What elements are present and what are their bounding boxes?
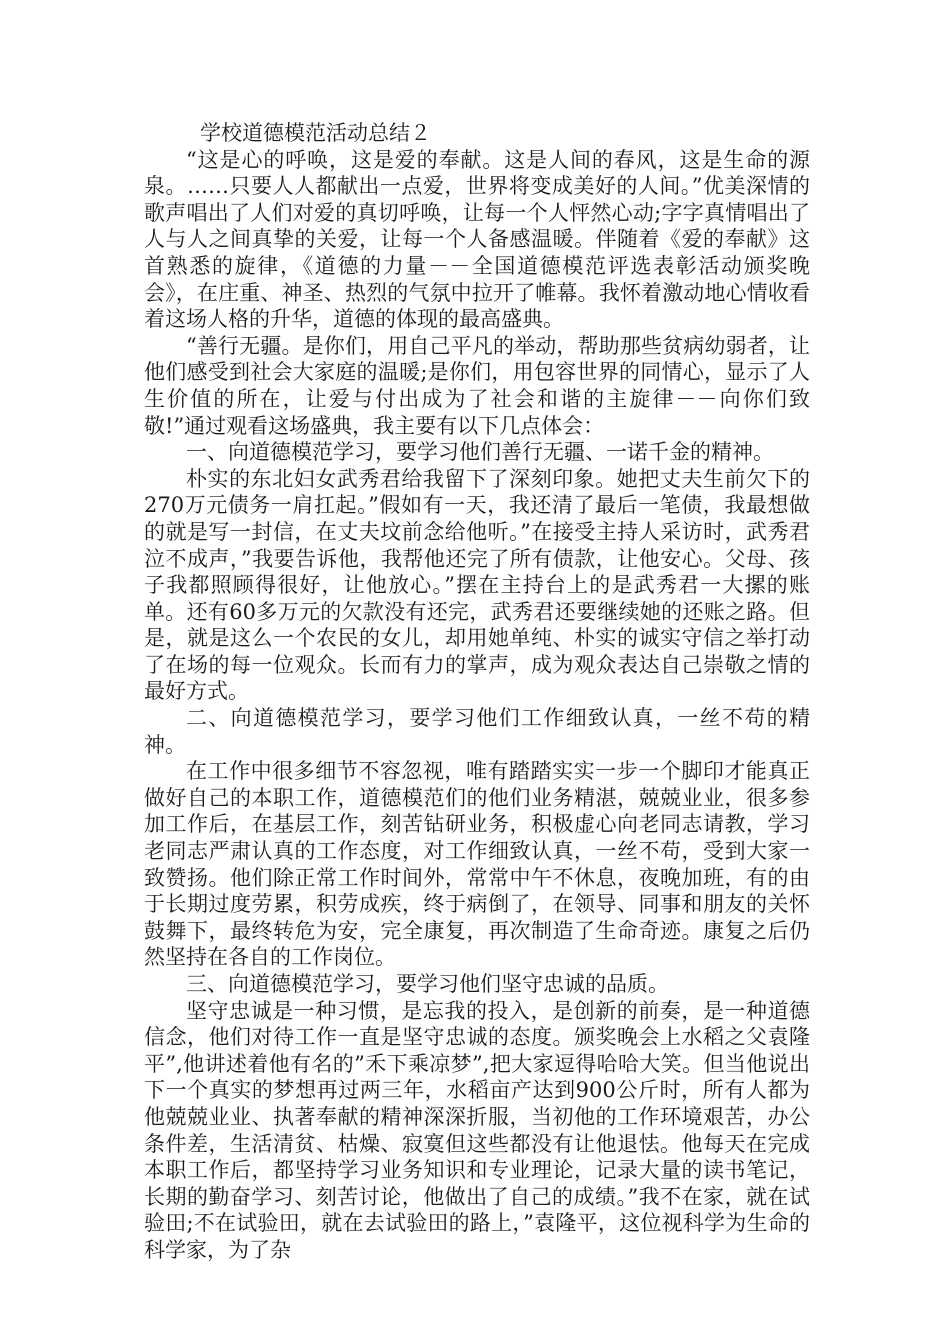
paragraph-2: “善行无疆。是你们，用自己平凡的举动，帮助那些贫病幼弱者，让他们感受到社会大家庭的温暖;是你们，用包容世界的同情心，显示了人生价值的所在，让爱与付出成为了社会和谐的主旋律－－向你们致敬!”通过观看这场盛典，我主要有以下几点体会：: [144, 333, 810, 438]
paragraph-4: 在工作中很多细节不容忽视，唯有踏踏实实一步一个脚印才能真正做好自己的本职工作，道德模范们的他们业务精湛，兢兢业业，很多参加工作后，在基层工作，刻苦钻研业务，积极虚心向老同志请教，学习老同志严肃认真的工作态度，对工作细致认真，一丝不苟，受到大家一致赞扬。他们除正常工作时间外，常常中午不休息，夜晚加班，有的由于长期过度劳累，积劳成疾，终于病倒了，在领导、同事和朋友的关怀鼓舞下，最终转危为安，完全康复，再次制造了生命奇迹。康复之后仍然坚持在各自的工作岗位。: [144, 759, 810, 970]
paragraph-5: 坚守忠诚是一种习惯，是忘我的投入，是创新的前奏，是一种道德信念，他们对待工作一直是坚守忠诚的态度。颁奖晚会上水稻之父袁隆平”,他讲述着他有名的”禾下乘凉梦”,把大家逗得哈哈大笑。但当他说出下一个真实的梦想再过两三年，水稻亩产达到900公斤时，所有人都为他兢兢业业、执著奉献的精神深深折服，当初他的工作环境艰苦，办公条件差，生活清贫、枯燥、寂寞但这些都没有让他退怯。他每天在完成本职工作后，都坚持学习业务知识和专业理论，记录大量的读书笔记，长期的勤奋学习、刻苦讨论，他做出了自己的成绩。”我不在家，就在试验田;不在试验田，就在去试验田的路上，”袁隆平，这位视科学为生命的科学家，为了杂: [144, 998, 810, 1262]
section-heading-2: 二、向道德模范学习，要学习他们工作细致认真，一丝不苟的精神。: [144, 706, 810, 757]
document-body: [144, 120, 810, 1264]
section-heading-3: 三、向道德模范学习，要学习他们坚守忠诚的品质。: [186, 972, 669, 996]
paragraph-1: “这是心的呼唤，这是爱的奉献。这是人间的春风，这是生命的源泉。……只要人人都献出一点爱，世界将变成美好的人间。”优美深情的歌声唱出了人们对爱的真切呼唤，让每一个人怦然心动;字字真情唱出了人与人之间真挚的关爱，让每一个人备感温暖。伴随着《爱的奉献》这首熟悉的旋律，《道德的力量－－全国道德模范评选表彰活动颁奖晚会》，在庄重、神圣、热烈的气氛中拉开了帷幕。我怀着激动地心情收看着这场人格的升华，道德的体现的最高盛典。: [144, 147, 810, 332]
section-heading-1: 一、向道德模范学习，要学习他们善行无疆、一诺千金的精神。: [186, 440, 774, 465]
document-title: 学校道德模范活动总结２: [200, 121, 431, 145]
paragraph-3: 朴实的东北妇女武秀君给我留下了深刻印象。她把丈夫生前欠下的270万元债务一肩扛起。”假如有一天，我还清了最后一笔债，我最想做的就是写一封信，在丈夫坟前念给他听。”在接受主持人采访时，武秀君泣不成声，”我要告诉他，我帮他还完了所有债款，让他安心。父母、孩子我都照顾得很好，让他放心。”摆在主持台上的是武秀君一大摞的账单。还有60多万元的欠款没有还完，武秀君还要继续她的还账之路。但是，就是这么一个农民的女儿，却用她单纯、朴实的诚实守信之举打动了在场的每一位观众。长而有力的掌声，成为观众表达自己崇敬之情的最好方式。: [144, 466, 810, 704]
